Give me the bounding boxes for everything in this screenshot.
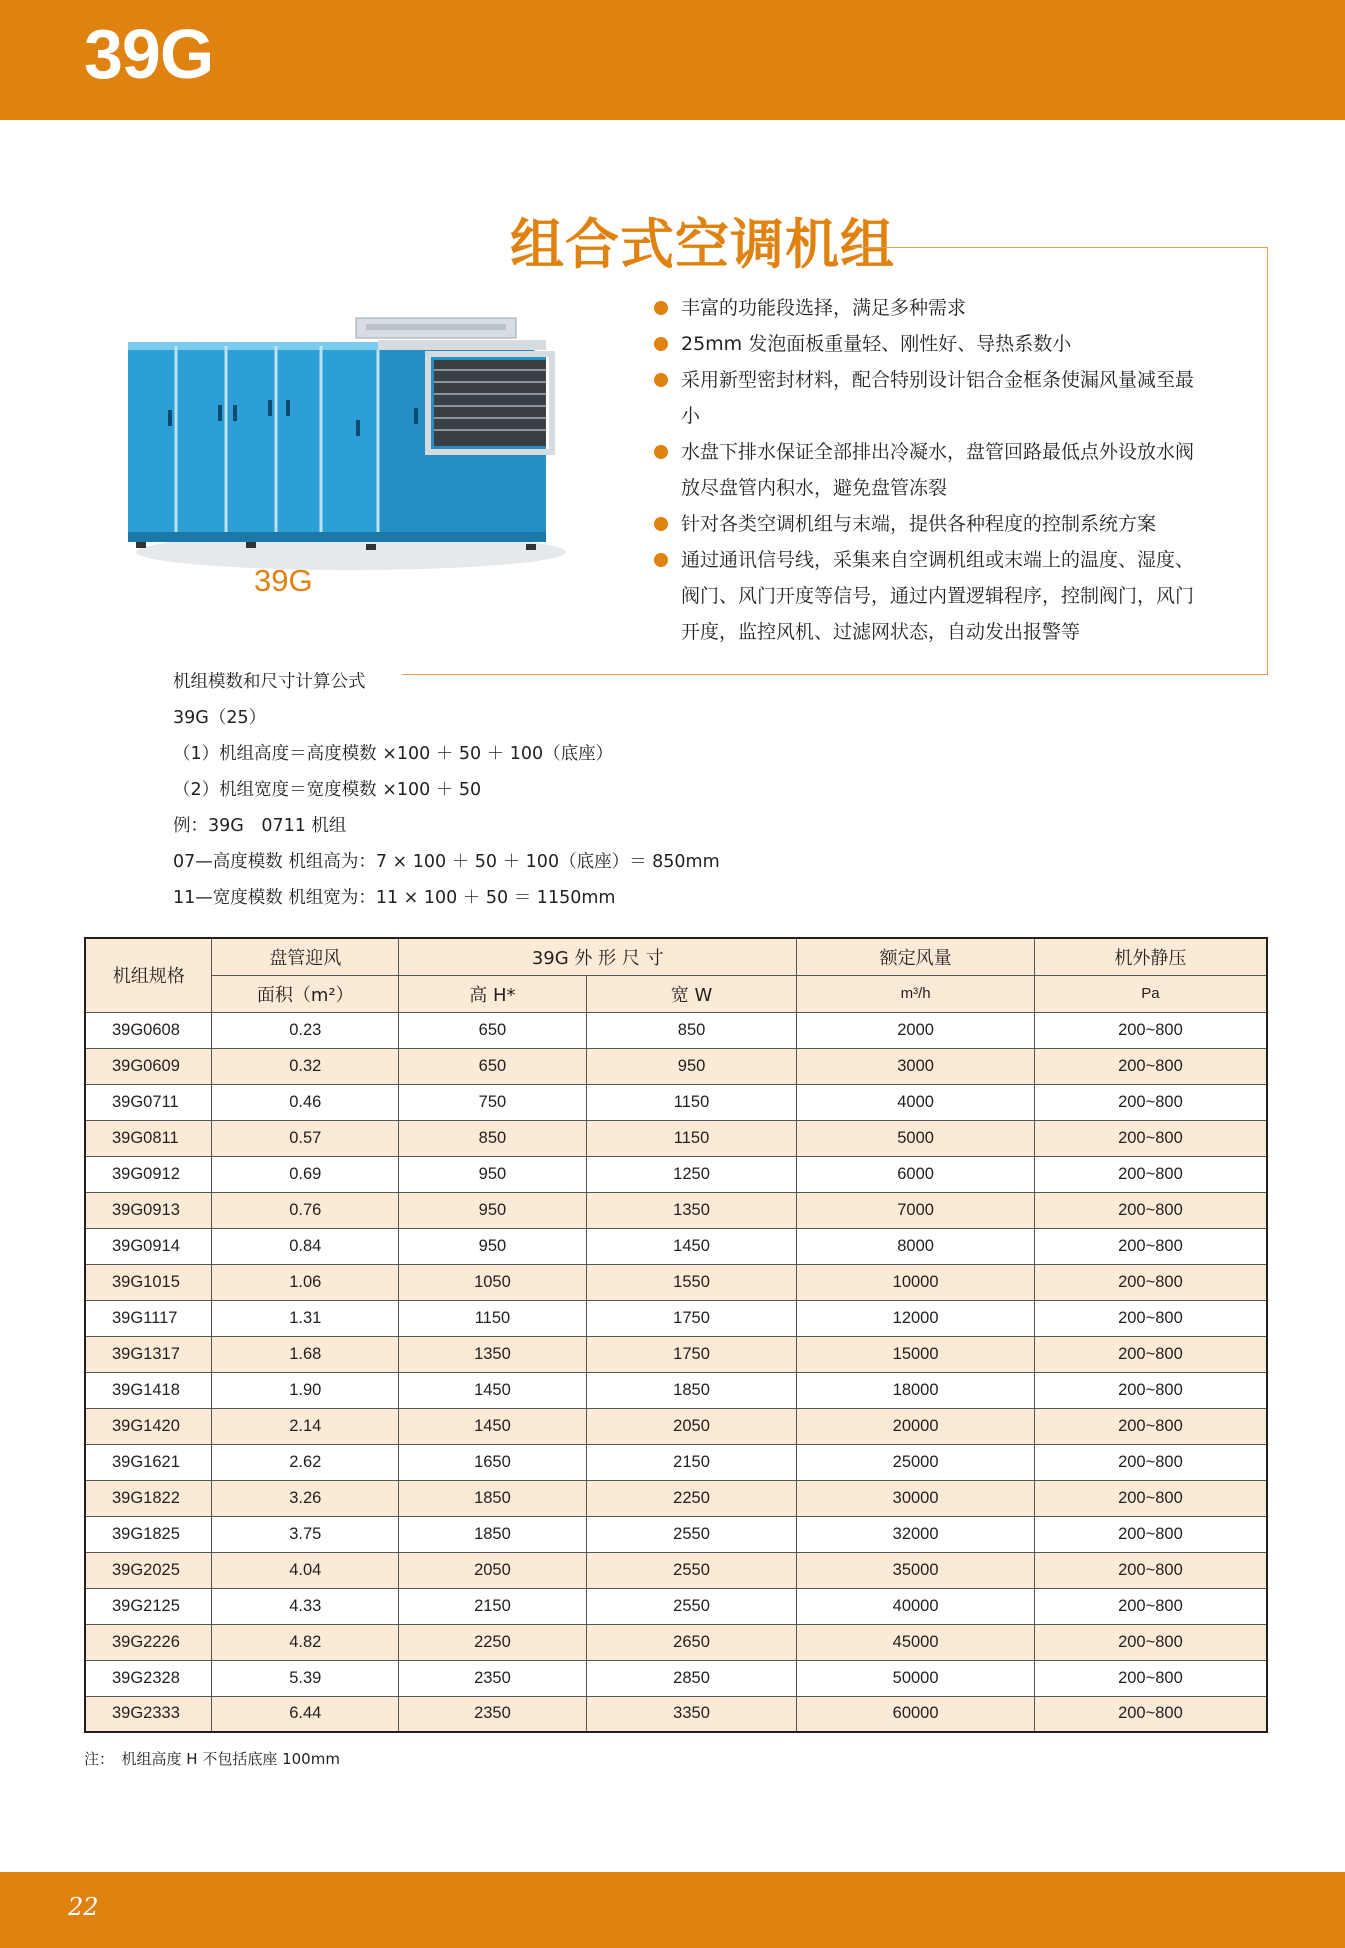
- cell-height: 1050: [399, 1264, 587, 1300]
- cell-coil-area: 3.75: [212, 1516, 399, 1552]
- feature-item: [652, 506, 1212, 542]
- cell-coil-area: 0.57: [212, 1120, 399, 1156]
- cell-width: 1750: [586, 1300, 797, 1336]
- cell-coil-area: 2.14: [212, 1408, 399, 1444]
- cell-height: 950: [399, 1228, 587, 1264]
- cell-airflow: 30000: [797, 1480, 1035, 1516]
- cell-model: 39G2333: [85, 1696, 212, 1732]
- cell-airflow: 45000: [797, 1624, 1035, 1660]
- page-number: 22: [68, 1893, 99, 1921]
- cell-model: 39G1621: [85, 1444, 212, 1480]
- table-row: [85, 1084, 1267, 1120]
- cell-static-pressure: 200~800: [1034, 1480, 1267, 1516]
- formula-line: 39G（25）: [173, 708, 267, 728]
- cell-model: 39G1015: [85, 1264, 212, 1300]
- cell-airflow: 2000: [797, 1012, 1035, 1048]
- cell-model: 39G0914: [85, 1228, 212, 1264]
- feature-item: [652, 434, 1212, 506]
- bullet-dot-icon: [654, 553, 668, 567]
- cell-airflow: 4000: [797, 1084, 1035, 1120]
- cell-coil-area: 1.31: [212, 1300, 399, 1336]
- cell-width: 1550: [586, 1264, 797, 1300]
- table-row: [85, 1516, 1267, 1552]
- cell-airflow: 7000: [797, 1192, 1035, 1228]
- table-row: [85, 1120, 1267, 1156]
- feature-text: 针对各类空调机组与末端，提供各种程度的控制系统方案: [681, 513, 1157, 535]
- cell-coil-area: 0.69: [212, 1156, 399, 1192]
- table-row: [85, 1480, 1267, 1516]
- feature-text: 丰富的功能段选择，满足多种需求: [681, 297, 967, 319]
- cell-height: 1850: [399, 1480, 587, 1516]
- cell-static-pressure: 200~800: [1034, 1660, 1267, 1696]
- cell-coil-area: 4.33: [212, 1588, 399, 1624]
- header-static-pressure: 机外静压: [1034, 938, 1267, 975]
- cell-width: 2850: [586, 1660, 797, 1696]
- cell-height: 2350: [399, 1660, 587, 1696]
- table-row: [85, 1408, 1267, 1444]
- bullet-dot-icon: [654, 373, 668, 387]
- cell-model: 39G0608: [85, 1012, 212, 1048]
- cell-static-pressure: 200~800: [1034, 1408, 1267, 1444]
- cell-width: 1250: [586, 1156, 797, 1192]
- cell-airflow: 35000: [797, 1552, 1035, 1588]
- cell-static-pressure: 200~800: [1034, 1552, 1267, 1588]
- cell-airflow: 8000: [797, 1228, 1035, 1264]
- cell-model: 39G2125: [85, 1588, 212, 1624]
- formula-section: [173, 664, 720, 916]
- formula-line: 07—高度模数 机组高为：7 × 100 ＋ 50 ＋ 100（底座）＝ 850mm: [173, 852, 720, 872]
- cell-static-pressure: 200~800: [1034, 1624, 1267, 1660]
- product-image: [116, 290, 576, 590]
- feature-text: 25mm 发泡面板重量轻、刚性好、导热系数小: [681, 333, 1072, 355]
- cell-width: 2250: [586, 1480, 797, 1516]
- cell-airflow: 50000: [797, 1660, 1035, 1696]
- formula-line: 11—宽度模数 机组宽为：11 × 100 ＋ 50 ＝ 1150mm: [173, 888, 616, 908]
- cell-height: 2250: [399, 1624, 587, 1660]
- cell-width: 2550: [586, 1552, 797, 1588]
- header-model: 机组规格: [85, 938, 212, 1012]
- cell-airflow: 3000: [797, 1048, 1035, 1084]
- formula-line: （1）机组高度＝高度模数 ×100 ＋ 50 ＋ 100（底座）: [173, 744, 614, 764]
- feature-item: [652, 542, 1212, 650]
- cell-height: 850: [399, 1120, 587, 1156]
- cell-width: 1450: [586, 1228, 797, 1264]
- cell-static-pressure: 200~800: [1034, 1444, 1267, 1480]
- table-row: [85, 1336, 1267, 1372]
- cell-height: 2150: [399, 1588, 587, 1624]
- table-row: [85, 1192, 1267, 1228]
- cell-model: 39G1420: [85, 1408, 212, 1444]
- cell-width: 950: [586, 1048, 797, 1084]
- cell-static-pressure: 200~800: [1034, 1588, 1267, 1624]
- table-row: [85, 1156, 1267, 1192]
- cell-coil-area: 4.04: [212, 1552, 399, 1588]
- table-row: [85, 1228, 1267, 1264]
- cell-airflow: 10000: [797, 1264, 1035, 1300]
- cell-static-pressure: 200~800: [1034, 1012, 1267, 1048]
- cell-width: 1150: [586, 1084, 797, 1120]
- cell-model: 39G0609: [85, 1048, 212, 1084]
- cell-coil-area: 1.90: [212, 1372, 399, 1408]
- cell-width: 1750: [586, 1336, 797, 1372]
- cell-height: 950: [399, 1156, 587, 1192]
- cell-static-pressure: 200~800: [1034, 1048, 1267, 1084]
- cell-height: 650: [399, 1012, 587, 1048]
- cell-width: 1350: [586, 1192, 797, 1228]
- cell-coil-area: 2.62: [212, 1444, 399, 1480]
- cell-model: 39G2328: [85, 1660, 212, 1696]
- cell-airflow: 6000: [797, 1156, 1035, 1192]
- table-row: [85, 1444, 1267, 1480]
- feature-item: [652, 290, 1212, 326]
- cell-static-pressure: 200~800: [1034, 1192, 1267, 1228]
- cell-height: 650: [399, 1048, 587, 1084]
- header-coil-area-unit: 面积（m²）: [212, 975, 399, 1012]
- cell-height: 1850: [399, 1516, 587, 1552]
- cell-height: 2350: [399, 1696, 587, 1732]
- product-caption: 39G: [254, 563, 313, 598]
- bullet-dot-icon: [654, 301, 668, 315]
- frame-line-right: [1267, 247, 1268, 674]
- cell-height: 750: [399, 1084, 587, 1120]
- table-row: [85, 1696, 1267, 1732]
- cell-width: 2550: [586, 1516, 797, 1552]
- header-height: 高 H*: [399, 975, 587, 1012]
- cell-coil-area: 0.76: [212, 1192, 399, 1228]
- cell-model: 39G1117: [85, 1300, 212, 1336]
- table-row: [85, 1624, 1267, 1660]
- page-title: 组合式空调机组: [510, 213, 895, 276]
- feature-text: 采用新型密封材料，配合特别设计铝合金框条使漏风量减至最小: [681, 369, 1195, 427]
- table-row: [85, 1372, 1267, 1408]
- feature-list: [652, 290, 1212, 650]
- cell-coil-area: 0.84: [212, 1228, 399, 1264]
- cell-height: 1150: [399, 1300, 587, 1336]
- cell-model: 39G1822: [85, 1480, 212, 1516]
- table-row: [85, 1264, 1267, 1300]
- cell-model: 39G1825: [85, 1516, 212, 1552]
- cell-static-pressure: 200~800: [1034, 1696, 1267, 1732]
- header-width: 宽 W: [586, 975, 797, 1012]
- cell-static-pressure: 200~800: [1034, 1228, 1267, 1264]
- bullet-dot-icon: [654, 445, 668, 459]
- cell-model: 39G0711: [85, 1084, 212, 1120]
- bullet-dot-icon: [654, 337, 668, 351]
- cell-coil-area: 4.82: [212, 1624, 399, 1660]
- cell-model: 39G1418: [85, 1372, 212, 1408]
- cell-width: 2050: [586, 1408, 797, 1444]
- cell-static-pressure: 200~800: [1034, 1264, 1267, 1300]
- cell-width: 2550: [586, 1588, 797, 1624]
- table-row: [85, 1048, 1267, 1084]
- feature-item: [652, 362, 1212, 434]
- cell-static-pressure: 200~800: [1034, 1336, 1267, 1372]
- feature-text: 通过通讯信号线，采集来自空调机组或末端上的温度、湿度、阀门、风门开度等信号，通过内置逻辑程序，控制阀门，风门开度，监控风机、过滤网状态，自动发出报警等: [681, 549, 1195, 643]
- cell-static-pressure: 200~800: [1034, 1120, 1267, 1156]
- cell-width: 3350: [586, 1696, 797, 1732]
- table-body: [85, 1012, 1267, 1732]
- table-row: [85, 1660, 1267, 1696]
- cell-width: 2650: [586, 1624, 797, 1660]
- cell-model: 39G0811: [85, 1120, 212, 1156]
- cell-height: 1650: [399, 1444, 587, 1480]
- feature-text: 水盘下排水保证全部排出冷凝水，盘管回路最低点外设放水阀放尽盘管内积水，避免盘管冻裂: [681, 441, 1195, 499]
- cell-airflow: 5000: [797, 1120, 1035, 1156]
- cell-coil-area: 5.39: [212, 1660, 399, 1696]
- spec-table: [84, 937, 1268, 1733]
- cell-static-pressure: 200~800: [1034, 1084, 1267, 1120]
- formula-heading: 机组模数和尺寸计算公式: [173, 672, 366, 692]
- cell-airflow: 15000: [797, 1336, 1035, 1372]
- cell-static-pressure: 200~800: [1034, 1156, 1267, 1192]
- header-airflow: 额定风量: [797, 938, 1035, 975]
- cell-airflow: 20000: [797, 1408, 1035, 1444]
- cell-airflow: 60000: [797, 1696, 1035, 1732]
- cell-coil-area: 0.46: [212, 1084, 399, 1120]
- cell-model: 39G2025: [85, 1552, 212, 1588]
- table-row: [85, 1588, 1267, 1624]
- header-title: 39G: [84, 15, 214, 93]
- cell-height: 1450: [399, 1372, 587, 1408]
- header-coil-area: 盘管迎风: [212, 938, 399, 975]
- table-row: [85, 1012, 1267, 1048]
- cell-airflow: 25000: [797, 1444, 1035, 1480]
- bullet-dot-icon: [654, 517, 668, 531]
- table-row: [85, 1552, 1267, 1588]
- cell-coil-area: 3.26: [212, 1480, 399, 1516]
- cell-model: 39G2226: [85, 1624, 212, 1660]
- cell-static-pressure: 200~800: [1034, 1300, 1267, 1336]
- feature-item: [652, 326, 1212, 362]
- cell-model: 39G0912: [85, 1156, 212, 1192]
- cell-height: 950: [399, 1192, 587, 1228]
- cell-width: 1850: [586, 1372, 797, 1408]
- cell-airflow: 18000: [797, 1372, 1035, 1408]
- cell-coil-area: 6.44: [212, 1696, 399, 1732]
- cell-coil-area: 0.32: [212, 1048, 399, 1084]
- cell-coil-area: 1.68: [212, 1336, 399, 1372]
- cell-coil-area: 1.06: [212, 1264, 399, 1300]
- formula-line: （2）机组宽度＝宽度模数 ×100 ＋ 50: [173, 780, 482, 800]
- cell-coil-area: 0.23: [212, 1012, 399, 1048]
- cell-model: 39G0913: [85, 1192, 212, 1228]
- cell-airflow: 40000: [797, 1588, 1035, 1624]
- table-note: 注： 机组高度 H 不包括底座 100mm: [84, 1750, 340, 1768]
- cell-model: 39G1317: [85, 1336, 212, 1372]
- cell-static-pressure: 200~800: [1034, 1516, 1267, 1552]
- cell-airflow: 12000: [797, 1300, 1035, 1336]
- cell-width: 1150: [586, 1120, 797, 1156]
- header-pressure-unit: Pa: [1034, 975, 1267, 1012]
- table-row: [85, 1300, 1267, 1336]
- cell-airflow: 32000: [797, 1516, 1035, 1552]
- frame-line-top: [852, 247, 1268, 248]
- footer-bar: [0, 1872, 1345, 1948]
- header-dimensions: 39G 外 形 尺 寸: [399, 938, 797, 975]
- cell-width: 2150: [586, 1444, 797, 1480]
- cell-height: 1350: [399, 1336, 587, 1372]
- cell-width: 850: [586, 1012, 797, 1048]
- cell-static-pressure: 200~800: [1034, 1372, 1267, 1408]
- formula-line: 例：39G 0711 机组: [173, 816, 347, 836]
- header-airflow-unit: m³/h: [797, 975, 1035, 1012]
- cell-height: 1450: [399, 1408, 587, 1444]
- cell-height: 2050: [399, 1552, 587, 1588]
